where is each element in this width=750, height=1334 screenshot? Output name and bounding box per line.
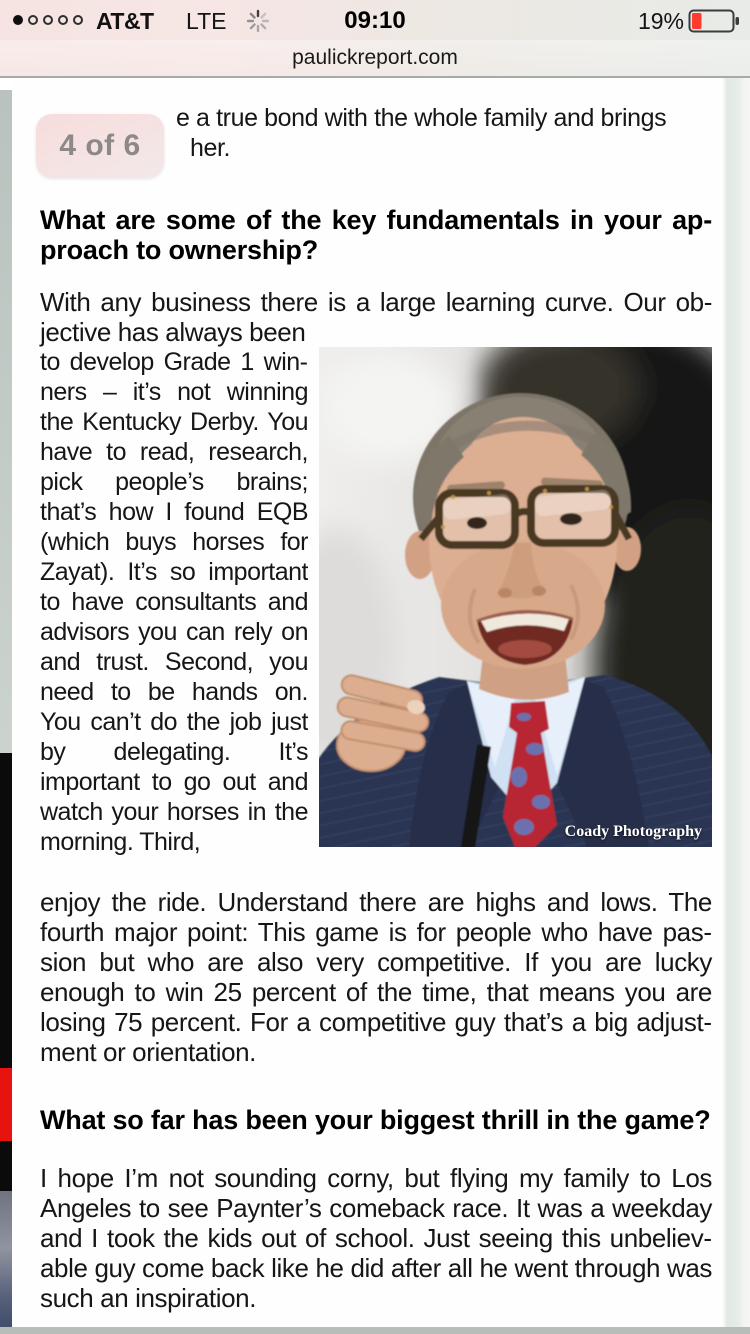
bottom-edge-band (0, 1327, 750, 1334)
carrier-label: AT&T (96, 8, 154, 34)
intro-line-2: her. (190, 134, 231, 162)
article-card (12, 78, 722, 1327)
left-strip-black-bottom (0, 1141, 12, 1191)
photo-credit-label: Coady Photography (564, 823, 702, 840)
left-strip-black-top (0, 753, 12, 1068)
left-strip-photo-fragment (0, 1191, 12, 1334)
article (12, 78, 722, 1313)
status-bar (0, 0, 750, 40)
page-badge: 4 of 6 (36, 114, 164, 178)
answer-1-line-2: jective has always been (40, 317, 306, 347)
network-type-label: LTE (186, 8, 227, 34)
question-heading-1 (40, 205, 712, 265)
left-strip-red (0, 1068, 12, 1141)
answer-1-column: to develop Grade 1 winners – it’s not winning the Kentucky Derby. You have to read, research, pick people’s brains; that’s how I found EQB (which buys horses for Zayat). It’s so important to have consultants and advisors you can rely on and trust. Second, you need to be hands on. You can’t do the job just by delegating. It’s important to go out and watch your horses in the morning. Third, (40, 348, 308, 856)
text-and-photo-row (40, 347, 712, 887)
answer-1-line-1: With any business there is a large learning curve. Our ob- (40, 287, 712, 317)
question-1-line-2: proach to ownership? (40, 235, 319, 265)
question-1-line-1: What are some of the key fundamentals in your ap- (40, 205, 712, 235)
clock-label: 09:10 (344, 7, 406, 34)
question-heading-2: What so far has been your biggest thrill in the game? (40, 1105, 711, 1135)
url-text: paulickreport.com (292, 46, 458, 69)
intro-line-1: e a true bond with the whole family and brings (176, 104, 667, 132)
answer-1-continuation: enjoy the ride. Understand there are highs and lows. The fourth major point: This game is for people who have passion but who are also very competitive. If you are lucky enough to win 25 percent of the time, that means you are losing 75 percent. For a competitive guy that’s a big adjustment or orientation. (40, 887, 712, 1067)
answer-paragraph-2: I hope I’m not sounding corny, but flying my family to Los Angeles to see Paynter’s comeback race. It was a weekday and I took the kids out of school. Just seeing this unbelievable guy come back like he did after all he went through was such an inspiration. (40, 1163, 712, 1313)
battery-percent-label: 19% (637, 8, 684, 34)
left-strip-gray (0, 90, 12, 753)
answer-paragraph-1 (40, 287, 712, 1067)
intro-paragraph (40, 103, 712, 181)
browser-header (0, 0, 750, 78)
battery-icon (688, 9, 740, 33)
man-portrait-photo[interactable] (319, 347, 712, 847)
scroll-gutter (722, 78, 750, 1334)
url-bar[interactable] (0, 40, 750, 76)
